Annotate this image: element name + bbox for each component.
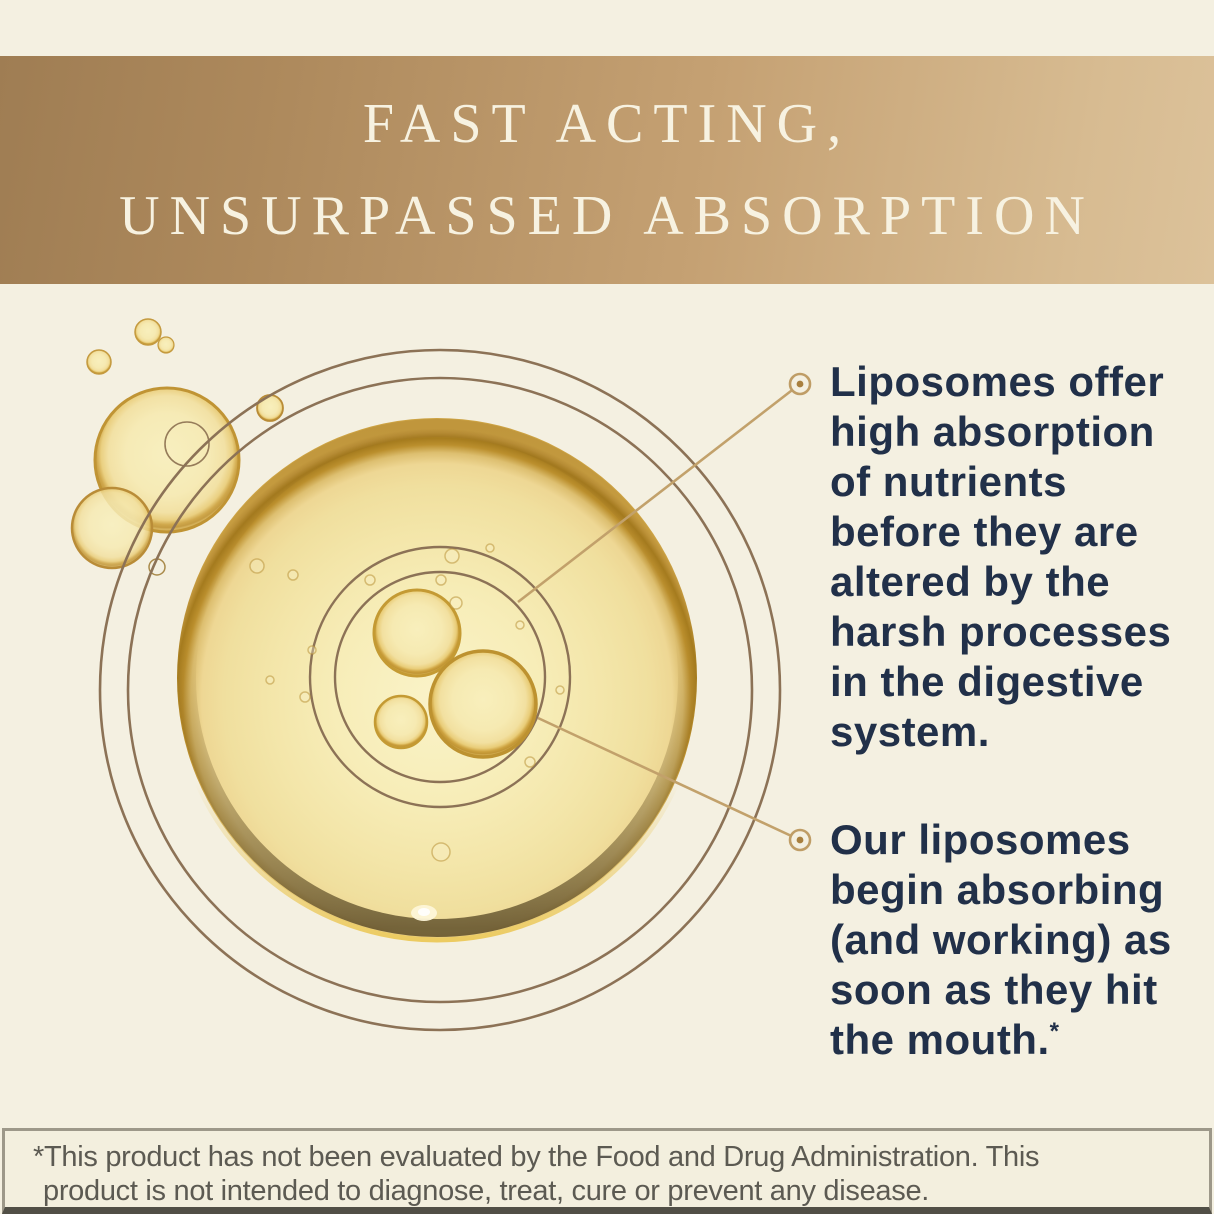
callout-text-line: Our liposomes: [830, 816, 1131, 863]
callout-text-line: (and working) as: [830, 916, 1172, 963]
headline-banner: [0, 56, 1214, 284]
disclaimer-line-1: *This product has not been evaluated by the Food and Drug Administration. This: [33, 1141, 1040, 1173]
fda-disclaimer-box: [2, 1128, 1212, 1214]
callout-text-line: system.: [830, 708, 990, 755]
headline-line-1: FAST ACTING,: [362, 93, 852, 155]
oil-bubble: [375, 696, 427, 748]
callout-marker-icon: [790, 830, 810, 850]
callout-text-line: in the digestive: [830, 658, 1144, 705]
callout-marker-icon: [790, 374, 810, 394]
callout-text: the mouth.: [830, 1016, 1050, 1063]
callout-text-line: soon as they hit: [830, 966, 1158, 1013]
callout-text-line: begin absorbing: [830, 866, 1165, 913]
callout-text-line: before they are: [830, 508, 1139, 555]
callout-text-line: [830, 1015, 1202, 1065]
callout-text-line: altered by the: [830, 558, 1111, 605]
callout-text-line: harsh processes: [830, 608, 1172, 655]
oil-bubble: [257, 395, 283, 421]
oil-bubble: [430, 651, 536, 757]
callout-text-line: of nutrients: [830, 458, 1067, 505]
callout-text-line: Liposomes offer: [830, 358, 1165, 405]
headline-line-2: UNSURPASSED ABSORPTION: [119, 185, 1095, 247]
oil-bubble: [87, 350, 111, 374]
callout-absorption-text: [830, 357, 1202, 757]
footnote-asterisk: *: [1049, 1018, 1060, 1045]
callout-text-line: high absorption: [830, 408, 1155, 455]
disclaimer-line-2: product is not intended to diagnose, treat, cure or prevent any disease.: [43, 1175, 930, 1207]
oil-bubble: [135, 319, 161, 345]
oil-bubble: [158, 337, 174, 353]
callout-fast-acting-text: [830, 815, 1202, 1065]
droplet-glint: [418, 908, 430, 916]
